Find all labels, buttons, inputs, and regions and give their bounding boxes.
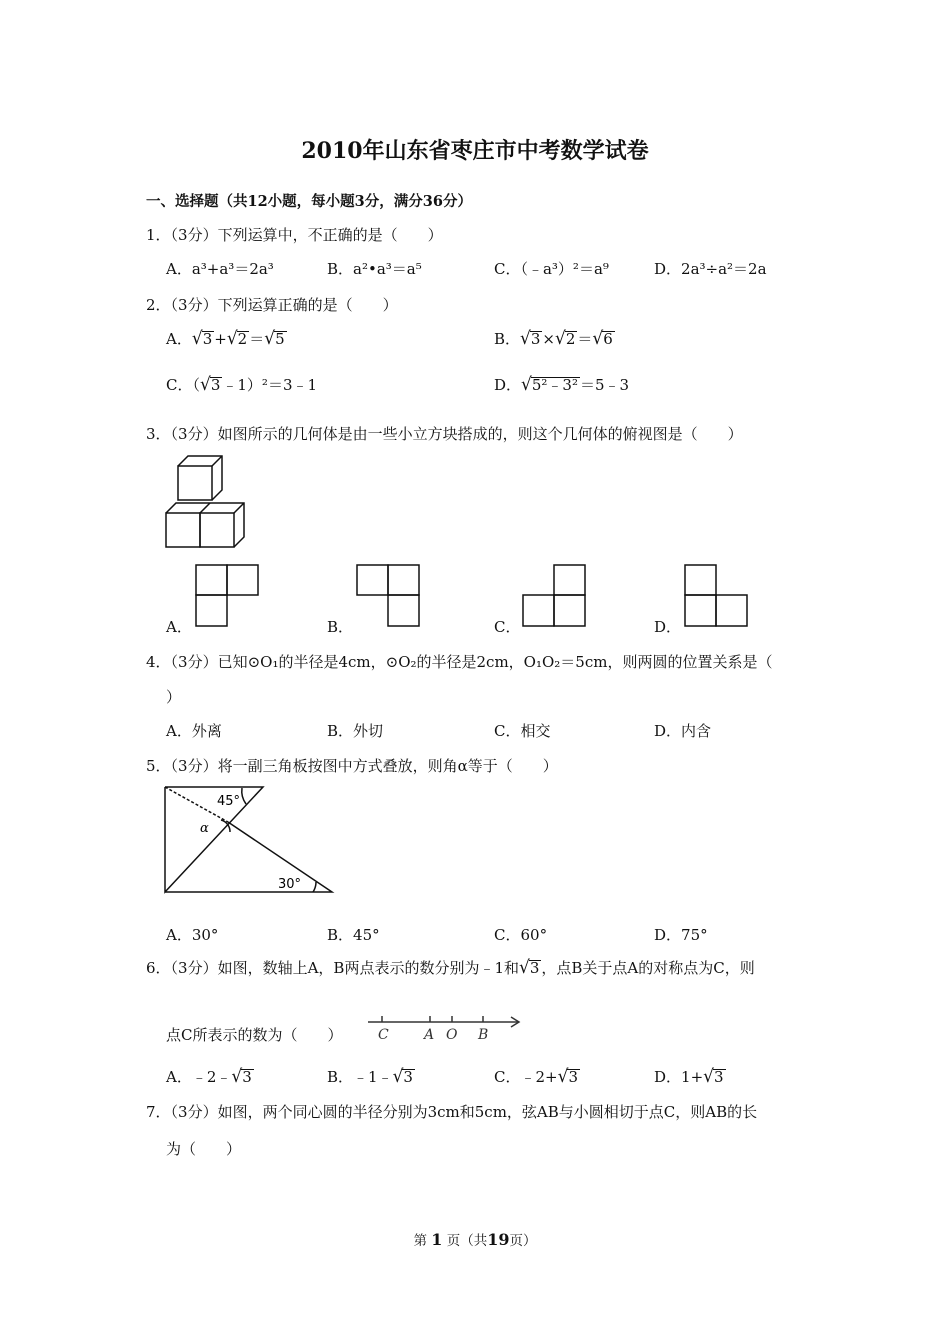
question-6-stem-cont: 点C所表示的数为（ ） [166,1026,343,1044]
q3-option-b: B． [327,618,354,636]
q5-option-c: C．60° [494,926,548,944]
q6-option-a: A．﹣2﹣√3 [166,1066,252,1088]
q3-option-c-figure [522,564,586,628]
q6-a-rad: 3 [242,1068,252,1086]
q2-c-tail: ﹣1）²＝3﹣1 [222,376,318,394]
q4-option-a: A．外离 [166,722,222,740]
q6-c-rad: 3 [568,1068,578,1086]
section-heading: 一、选择题（共12小题，每小题3分，满分36分） [146,193,472,210]
q5-option-a: A．30° [166,926,219,944]
footer-prefix: 第 [413,1233,427,1249]
question-1-stem: 1．（3分）下列运算中，不正确的是（ ） [146,226,443,244]
q6-a-prefix: A．﹣2﹣ [166,1068,232,1086]
footer-suffix: 页） [509,1233,537,1249]
q3-option-d: D． [654,618,682,636]
question-5-stem: 5．（3分）将一副三角板按图中方式叠放，则角α等于（ ） [146,757,558,775]
q6-stem-tail: ，点B关于点A的对称点为C，则 [541,959,755,977]
q2-b-label: B． [494,330,521,348]
q6-b-rad: 3 [403,1068,413,1086]
q2-a-rad3: 5 [275,330,285,348]
question-7-stem-cont: 为（ ） [166,1140,242,1158]
q2-a-rad2: 2 [237,330,248,348]
q3-option-a-figure [195,564,259,628]
q6-stem-head: 6．（3分）如图，数轴上A，B两点表示的数分别为﹣1和 [146,959,519,977]
q2-a-label: A． [166,330,192,348]
q5-angle-alpha-label: α [200,821,209,836]
q2-option-a: A．√3 +√2 ＝√5 [166,328,285,350]
q6-stem-rad: 3 [529,959,540,977]
q2-option-c: C．（√3 ﹣1）²＝3﹣1 [166,374,318,396]
q5-angle-30-label: 30° [278,877,302,892]
q6-option-d: D．1+√3 [654,1066,724,1088]
q2-b-rad3: 6 [603,330,613,348]
q3-option-c: C． [494,618,521,636]
question-4-stem-cont: ） [166,688,182,706]
q2-d-rad: 5²﹣3² [531,376,578,394]
q3-option-b-figure [356,564,420,628]
q4-option-c: C．相交 [494,722,551,740]
q5-option-d: D．75° [654,926,708,944]
q6-d-prefix: D．1+ [654,1068,704,1086]
footer-total-pages: 19 [487,1230,510,1249]
q2-option-b: B．√3 ×√2 ＝√6 [494,328,613,350]
q5-option-b: B．45° [327,926,380,944]
question-2-stem: 2．（3分）下列运算正确的是（ ） [146,296,398,314]
number-line-label-o: O [446,1027,458,1043]
q2-option-d: D．√5²﹣3² ＝5﹣3 [494,374,630,396]
q6-option-b: B．﹣1﹣√3 [327,1066,413,1088]
q3-cube-solid-figure [160,452,250,552]
q1-option-b: B．a²•a³＝a⁵ [327,260,422,278]
number-line-label-a: A [424,1027,435,1043]
q2-d-label: D． [494,376,522,394]
q2-a-rad1: 3 [202,330,213,348]
q6-c-prefix: C．﹣2+ [494,1068,558,1086]
question-7-stem: 7．（3分）如图，两个同心圆的半径分别为3cm和5cm，弦AB与小圆相切于点C，则AB的长 [146,1103,758,1121]
number-line-label-b: B [478,1027,489,1043]
q1-option-d: D．2a³÷a²＝2a [654,260,767,278]
question-6-stem: 6．（3分）如图，数轴上A，B两点表示的数分别为﹣1和√3 ，点B关于点A的对称点为C，则 [146,957,755,979]
q4-option-d: D．内含 [654,722,712,740]
question-3-stem: 3．（3分）如图所示的几何体是由一些小立方块搭成的，则这个几何体的俯视图是（ ） [146,425,743,443]
q6-number-line-figure [366,1012,526,1042]
page-footer [0,1229,950,1249]
q3-option-d-figure [684,564,748,628]
q6-b-prefix: B．﹣1﹣ [327,1068,393,1086]
footer-page-number: 1 [431,1230,443,1249]
footer-middle: 页（共 [446,1233,488,1249]
q1-option-a: A．a³+a³＝2a³ [166,260,274,278]
q5-triangle-figure [160,784,340,896]
q3-option-a: A． [166,618,192,636]
q6-d-rad: 3 [713,1068,724,1086]
q2-c-label: C． [166,376,193,394]
q4-option-b: B．外切 [327,722,384,740]
q6-option-c: C．﹣2+√3 [494,1066,578,1088]
q2-b-rad1: 3 [530,330,541,348]
number-line-label-c: C [378,1027,389,1043]
question-4-stem: 4．（3分）已知⊙O₁的半径是4cm，⊙O₂的半径是2cm，O₁O₂＝5cm，则两圆的位置关系是（ [146,653,773,671]
page-title: 2010年山东省枣庄市中考数学试卷 [301,138,649,164]
q2-c-rad: 3 [210,376,221,394]
q2-b-rad2: 2 [565,330,576,348]
q5-angle-45-label: 45° [217,794,241,809]
q1-option-c: C．（﹣a³）²＝a⁹ [494,260,609,278]
q2-d-tail: ＝5﹣3 [580,376,630,394]
